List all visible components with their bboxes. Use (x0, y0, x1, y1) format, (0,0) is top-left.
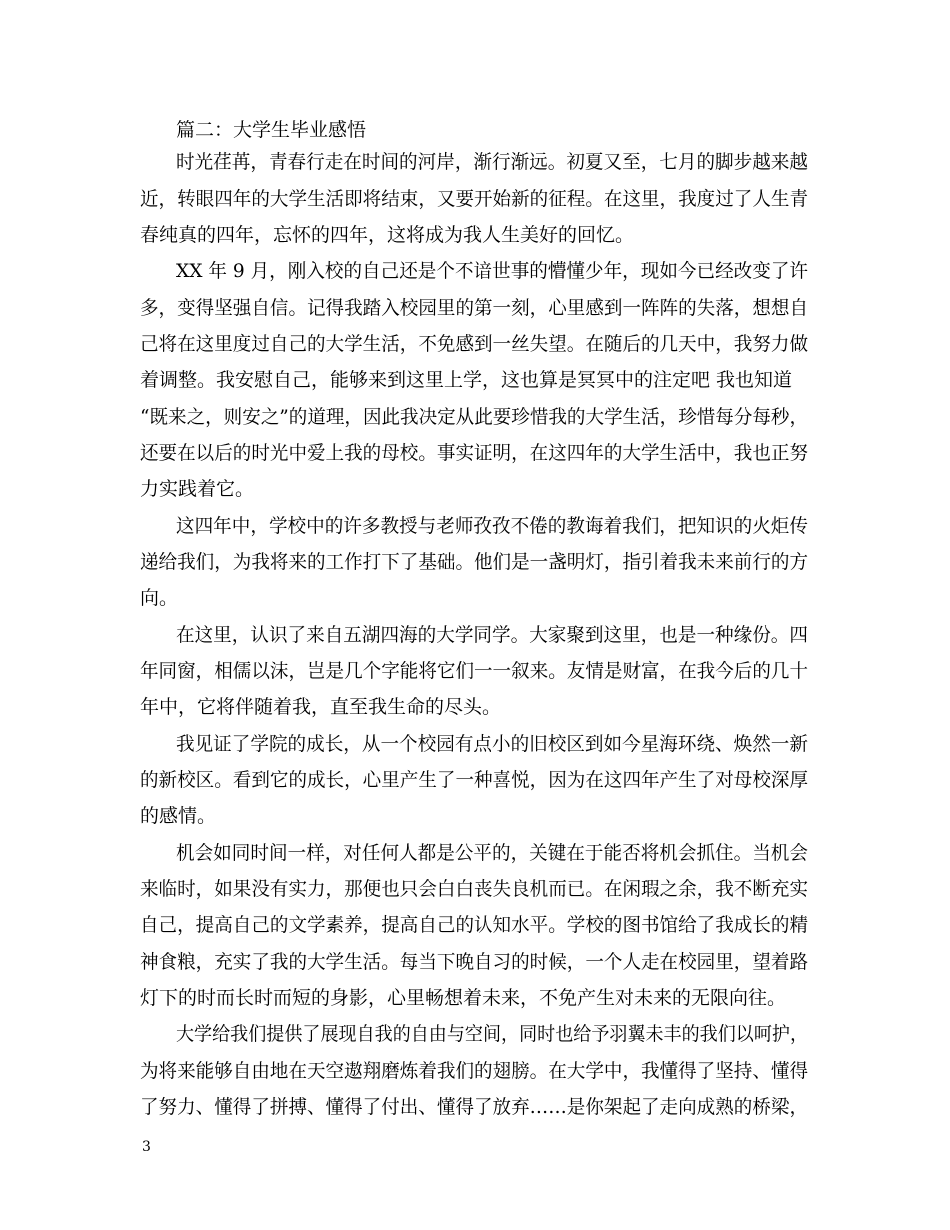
text-line: 近，转眼四年的大学生活即将结束，又要开始新的征程。在这里，我度过了人生青 (140, 188, 809, 210)
text-line: 向。 (140, 587, 179, 609)
text-line: 大学给我们提供了展现自我的自由与空间，同时也给予羽翼未丰的我们以呵护， (176, 1023, 809, 1045)
text-line: 灯下的时而长时而短的身影，心里畅想着未来，不免产生对未来的无限向往。 (140, 987, 787, 1009)
text-line: XX 年 9 月，刚入校的自己还是个不谙世事的懵懂少年，现如今已经改变了许 (176, 260, 808, 282)
text-line: 机会如同时间一样，对任何人都是公平的，关键在于能否将机会抓住。当机会 (176, 842, 808, 864)
text-line: 来临时，如果没有实力，那便也只会白白丧失良机而已。在闲瑕之余，我不断充实 (140, 878, 809, 900)
text-line: 年中，它将伴随着我，直至我生命的尽头。 (140, 696, 502, 718)
text-line: 春纯真的四年，忘怀的四年，这将成为我人生美好的回忆。 (140, 224, 635, 246)
text-line: 在这里，认识了来自五湖四海的大学同学。大家聚到这里，也是一种缘份。四 (176, 624, 808, 646)
text-line: 我见证了学院的成长，从一个校园有点小的旧校区到如今星海环绕、焕然一新 (176, 733, 808, 755)
text-line: 神食粮，充实了我的大学生活。每当下晚自习的时候，一个人走在校园里，望着路 (140, 951, 809, 973)
text-line: 力实践着它。 (140, 478, 255, 500)
page-number: 3 (142, 1139, 151, 1155)
section-title: 篇二：大学生毕业感悟 (176, 119, 367, 141)
text-line: 的感情。 (140, 805, 217, 827)
text-line: 多，变得坚强自信。记得我踏入校园里的第一刻，心里感到一阵阵的失落，想想自 (140, 297, 809, 319)
text-line: “既来之，则安之”的道理，因此我决定从此要珍惜我的大学生活，珍惜每分每秒， (140, 406, 809, 428)
text-line: 年同窗，相儒以沫，岂是几个字能将它们一一叙来。友情是财富，在我今后的几十 (140, 660, 809, 682)
text-line: 了努力、懂得了拼搏、懂得了付出、懂得了放弃……是你架起了走向成熟的桥梁， (140, 1096, 809, 1118)
text-line: 这四年中，学校中的许多教授与老师孜孜不倦的教诲着我们，把知识的火炬传 (176, 515, 808, 537)
text-line: 还要在以后的时光中爱上我的母校。事实证明，在这四年的大学生活中，我也正努 (140, 442, 809, 464)
text-line: 自己，提高自己的文学素养，提高自己的认知水平。学校的图书馆给了我成长的精 (140, 914, 809, 936)
text-line: 己将在这里度过自己的大学生活，不免感到一丝失望。在随后的几天中，我努力做 (140, 333, 809, 355)
text-line: 时光荏苒，青春行走在时间的河岸，渐行渐远。初夏又至，七月的脚步越来越 (176, 151, 808, 173)
text-line: 着调整。我安慰自己，能够来到这里上学，这也算是冥冥中的注定吧 我也知道 (140, 369, 793, 391)
text-line: 为将来能够自由地在天空遨翔磨炼着我们的翅膀。在大学中，我懂得了坚持、懂得 (140, 1060, 809, 1082)
text-line: 递给我们，为我将来的工作打下了基础。他们是一盏明灯，指引着我未来前行的方 (140, 551, 809, 573)
text-line: 的新校区。看到它的成长，心里产生了一种喜悦，因为在这四年产生了对母校深厚 (140, 769, 809, 791)
